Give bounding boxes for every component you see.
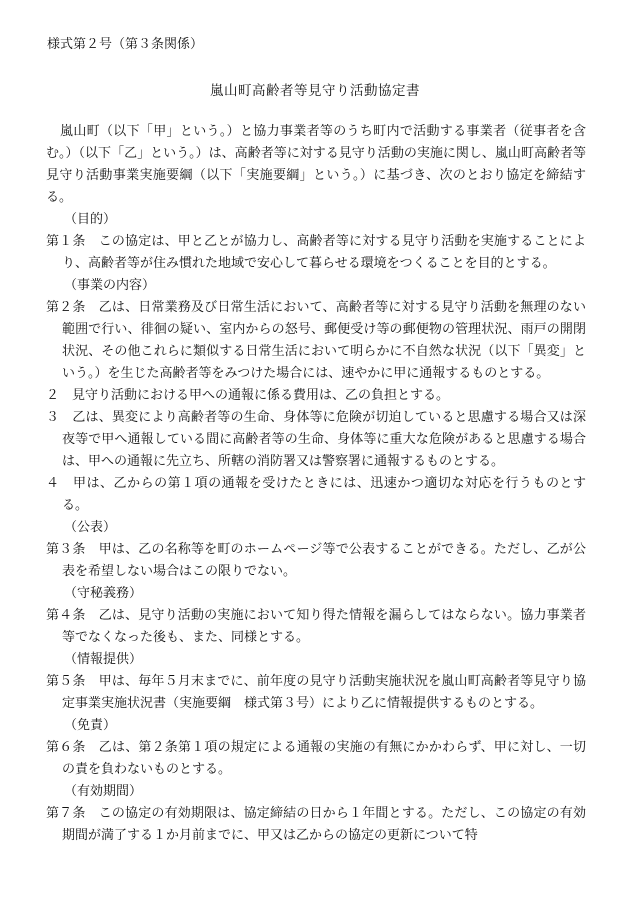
document-title: 嵐山町高齢者等見守り活動協定書 [210,83,420,99]
article-1-caption: （目的） [64,212,117,227]
document-body [46,121,586,847]
article-2-paragraph-4: ４ 甲は、乙からの第１項の通報を受けたときには、迅速かつ適切な対応を行うものとする。 [46,476,586,513]
article-2-paragraph-2: ２ 見守り活動における甲への通報に係る費用は、乙の負担とする。 [46,388,450,403]
article-5: 第５条 甲は、毎年５月末までに、前年度の見守り活動実施状況を嵐山町高齢者等見守り協定事業実施状況書（実施要綱 様式第３号）により乙に情報提供するものとする。 [46,674,586,711]
article-3-caption: （公表） [64,520,117,535]
article-6: 第６条 乙は、第２条第１項の規定による通報の実施の有無にかかわらず、甲に対し、一切の責を負わないものとする。 [46,740,586,777]
article-1: 第１条 この協定は、甲と乙とが協力し、高齢者等に対する見守り活動を実施することにより、高齢者等が住み慣れた地域で安心して暮らせる環境をつくることを目的とする。 [46,234,586,271]
article-4-caption: （守秘義務） [64,586,143,601]
form-number: 様式第２号（第３条関係） [47,37,204,52]
article-2-caption: （事業の内容） [64,278,156,293]
article-7: 第７条 この協定の有効期限は、協定締結の日から１年間とする。ただし、この協定の有効期間が満了する１か月前までに、甲又は乙からの協定の更新について特 [46,806,586,843]
article-7-caption: （有効期間） [64,784,143,799]
article-2-paragraph-3: ３ 乙は、異変により高齢者等の生命、身体等に危険が切迫していると思慮する場合又は深夜等で甲へ通報している間に高齢者等の生命、身体等に重大な危険があると思慮する場合は、甲への通報に先立ち、所轄の消防署又は警察署に通報するものとする。 [46,410,586,469]
article-3: 第３条 甲は、乙の名称等を町のホームページ等で公表することができる。ただし、乙が公表を希望しない場合はこの限りでない。 [46,542,586,579]
article-2: 第２条 乙は、日常業務及び日常生活において、高齢者等に対する見守り活動を無理のない範囲で行い、徘徊の疑い、室内からの怒号、郵便受け等の郵便物の管理状況、雨戸の開閉状況、その他これらに類似する日常生活において明らかに不自然な状況（以下「異変」という。）を生じた高齢者等をみつけた場合には、速やかに甲に通報するものとする。 [46,300,586,381]
article-4: 第４条 乙は、見守り活動の実施において知り得た情報を漏らしてはならない。協力事業者等でなくなった後も、また、同様とする。 [46,608,586,645]
article-5-caption: （情報提供） [64,652,143,667]
article-6-caption: （免責） [64,718,117,733]
intro-paragraph: 嵐山町（以下「甲」という。）と協力事業者等のうち町内で活動する事業者（従事者を含む。）（以下「乙」という。）は、高齢者等に対する見守り活動の実施に関し、嵐山町高齢者等見守り活動事業実施要綱（以下「実施要綱」という。）に基づき、次のとおり協定を締結する。 [46,124,586,205]
